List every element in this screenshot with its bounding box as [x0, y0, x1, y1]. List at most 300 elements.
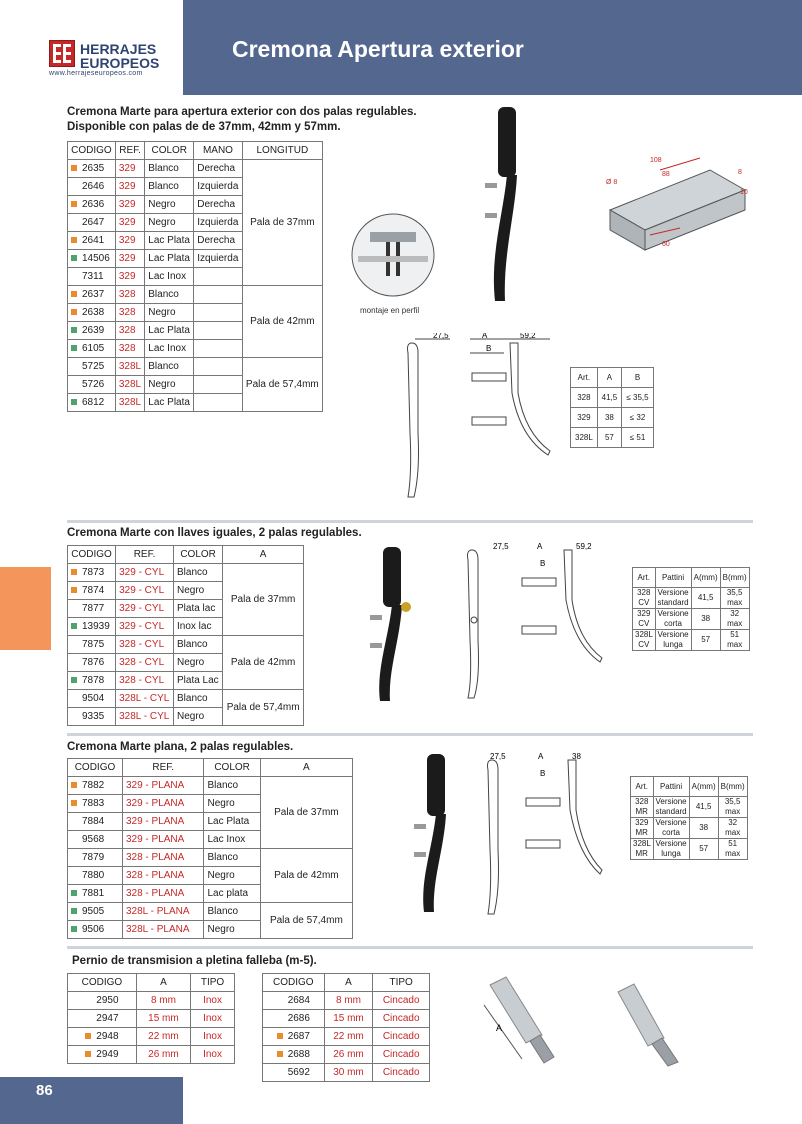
code-cell: [68, 777, 123, 795]
page-title: Cremona Apertura exterior: [232, 36, 524, 62]
color-cell: Blanco: [204, 903, 260, 921]
color-cell: Negro: [204, 795, 260, 813]
code-text: 7880: [82, 870, 105, 881]
color-cell: Negro: [173, 708, 222, 726]
color-cell: Lac Inox: [145, 340, 194, 358]
color-swatch-icon: [71, 587, 77, 593]
col-header: A: [260, 759, 352, 777]
header-row: [68, 974, 235, 992]
logo-text-1: HERRAJES: [80, 41, 157, 57]
a-cell: 26 mm: [324, 1046, 373, 1064]
col-header: CODIGO: [68, 974, 137, 992]
spec-cell: 328L: [571, 428, 598, 448]
code-text: 2639: [82, 325, 105, 336]
tipo-cell: Inox: [191, 992, 235, 1010]
separator-1: [67, 520, 753, 523]
dim-88: 88: [662, 171, 670, 178]
code-text: 9505: [82, 906, 105, 917]
dim-108: 108: [650, 157, 662, 164]
mano-cell: [194, 304, 242, 322]
profile-drawing: [600, 150, 750, 260]
code-cell: [68, 340, 116, 358]
handle-photo-2: [368, 545, 423, 705]
ref-cell: 328: [115, 286, 144, 304]
code-cell: [68, 286, 116, 304]
s3-title: Cremona Marte plana, 2 palas regulables.: [67, 741, 294, 753]
spec-cell: ≤ 32: [622, 408, 654, 428]
code-cell: [68, 196, 116, 214]
color-cell: Blanco: [204, 777, 260, 795]
tipo-cell: Cincado: [373, 1010, 430, 1028]
color-swatch-icon: [85, 1051, 91, 1057]
color-swatch-icon: [71, 836, 77, 842]
ref-cell: 328L - PLANA: [122, 921, 204, 939]
code-text: 5726: [82, 379, 105, 390]
table-row: [68, 1010, 235, 1028]
color-swatch-icon: [85, 997, 91, 1003]
col-header: COLOR: [204, 759, 260, 777]
color-swatch-icon: [71, 309, 77, 315]
spec-cell: 38: [597, 408, 621, 428]
ref-cell: 328 - PLANA: [122, 849, 204, 867]
spec-cell: Versione standard: [653, 797, 689, 818]
code-text: 7884: [82, 816, 105, 827]
spec-cell: Versione lunga: [653, 839, 689, 860]
ref-cell: 328 - CYL: [116, 672, 174, 690]
dim-592: 59,2: [520, 333, 536, 340]
code-text: 2646: [82, 181, 105, 192]
table-row: [68, 992, 235, 1010]
mano-cell: [194, 286, 242, 304]
code-text: 7877: [82, 603, 105, 614]
spec-cell: 51 max: [718, 839, 747, 860]
spec-cell: 57: [691, 630, 720, 651]
s1-title-2: Disponible con palas de de 37mm, 42mm y 57mm.: [67, 121, 341, 133]
color-cell: Lac Plata: [204, 813, 260, 831]
logo-mark: [49, 40, 75, 67]
code-cell: [68, 1046, 137, 1064]
table-row: [68, 690, 304, 708]
code-cell: [68, 600, 116, 618]
color-swatch-icon: [71, 273, 77, 279]
code-cell: [68, 322, 116, 340]
ref-cell: 329 - PLANA: [122, 777, 204, 795]
header-row: [263, 974, 430, 992]
mano-cell: [194, 268, 242, 286]
col-header: REF.: [122, 759, 204, 777]
code-cell: [68, 867, 123, 885]
color-swatch-icon: [71, 818, 77, 824]
pin-photo-1: [480, 975, 560, 1065]
mano-cell: [194, 322, 242, 340]
ref-cell: 328: [115, 322, 144, 340]
spec-cell: 57: [597, 428, 621, 448]
color-swatch-icon: [85, 1033, 91, 1039]
code-cell: [68, 795, 123, 813]
ref-cell: 329: [115, 160, 144, 178]
ref-cell: 329: [115, 268, 144, 286]
table-row: [68, 1028, 235, 1046]
tipo-cell: Cincado: [373, 992, 430, 1010]
a-cell: 8 mm: [324, 992, 373, 1010]
col-header: CODIGO: [68, 142, 116, 160]
code-cell: [68, 831, 123, 849]
col-header: COLOR: [145, 142, 194, 160]
group-cell: Pala de 57,4mm: [242, 358, 322, 412]
col-header: Art.: [631, 777, 654, 797]
code-text: 7882: [82, 780, 105, 791]
s3-table: [67, 758, 353, 939]
ref-cell: 329: [115, 178, 144, 196]
ref-cell: 329 - PLANA: [122, 795, 204, 813]
spec-cell: 35,5 max: [720, 588, 749, 609]
ref-cell: 328: [115, 340, 144, 358]
code-cell: [68, 885, 123, 903]
mano-cell: Derecha: [194, 160, 242, 178]
color-swatch-icon: [277, 1069, 283, 1075]
col-header: A: [136, 974, 190, 992]
table-row: [68, 903, 353, 921]
col-header: A: [324, 974, 373, 992]
side-tab: [0, 567, 51, 650]
a-cell: 22 mm: [324, 1028, 373, 1046]
code-text: 7873: [82, 567, 105, 578]
code-cell: [263, 1010, 325, 1028]
ref-cell: 329 - CYL: [116, 618, 174, 636]
color-swatch-icon: [277, 1051, 283, 1057]
code-cell: [68, 636, 116, 654]
color-cell: Negro: [145, 376, 194, 394]
color-cell: Negro: [145, 304, 194, 322]
code-text: 9506: [82, 924, 105, 935]
code-cell: [68, 672, 116, 690]
table-row: [263, 1010, 430, 1028]
spec-cell: 328 MR: [631, 797, 654, 818]
s4-title: Pernio de transmision a pletina falleba (m-5).: [72, 955, 317, 967]
header-row: [68, 759, 353, 777]
code-cell: [68, 160, 116, 178]
a-cell: 15 mm: [324, 1010, 373, 1028]
ref-cell: 329 - CYL: [116, 600, 174, 618]
code-text: 9568: [82, 834, 105, 845]
group-cell: Pala de 37mm: [242, 160, 322, 286]
code-cell: [263, 992, 325, 1010]
color-swatch-icon: [71, 713, 77, 719]
spec-cell: 328L MR: [631, 839, 654, 860]
spec-cell: 41,5: [691, 588, 720, 609]
table-row: [68, 160, 323, 178]
code-text: 13939: [82, 621, 110, 632]
spec-cell: 329 CV: [633, 609, 656, 630]
tech-drawing-2: [460, 540, 620, 702]
spec-cell: 329: [571, 408, 598, 428]
spec-cell: Versione lunga: [655, 630, 691, 651]
code-cell: [68, 178, 116, 196]
color-swatch-icon: [71, 782, 77, 788]
s1-title-1: Cremona Marte para apertura exterior con dos palas regulables.: [67, 106, 417, 118]
color-swatch-icon: [85, 1015, 91, 1021]
color-swatch-icon: [71, 872, 77, 878]
color-cell: Negro: [204, 867, 260, 885]
code-cell: [68, 921, 123, 939]
color-swatch-icon: [71, 201, 77, 207]
spec-cell: Versione standard: [655, 588, 691, 609]
a-cell: 8 mm: [136, 992, 190, 1010]
header-row: [68, 546, 304, 564]
a-cell: 26 mm: [136, 1046, 190, 1064]
tipo-cell: Cincado: [373, 1028, 430, 1046]
color-swatch-icon: [71, 381, 77, 387]
code-cell: [68, 1010, 137, 1028]
s1-spec-table: [570, 367, 654, 448]
code-text: 14506: [82, 253, 110, 264]
color-swatch-icon: [71, 237, 77, 243]
code-text: 2647: [82, 217, 105, 228]
code-cell: [68, 618, 116, 636]
header-row: [633, 568, 750, 588]
spec-cell: 41,5: [689, 797, 718, 818]
spec-row: [633, 609, 750, 630]
code-cell: [263, 1046, 325, 1064]
code-text: 7881: [82, 888, 105, 899]
color-cell: Plata Lac: [173, 672, 222, 690]
code-text: 2687: [287, 1031, 310, 1042]
col-header: A(mm): [689, 777, 718, 797]
code-text: 9335: [82, 711, 105, 722]
color-swatch-icon: [71, 345, 77, 351]
code-text: 5725: [82, 361, 105, 372]
code-cell: [68, 214, 116, 232]
code-text: 6105: [82, 343, 105, 354]
color-cell: Lac Plata: [145, 322, 194, 340]
ref-cell: 329: [115, 214, 144, 232]
s4-table-left: [67, 973, 235, 1064]
col-header: Pattini: [655, 568, 691, 588]
color-cell: Blanco: [145, 286, 194, 304]
table-row: [263, 1064, 430, 1082]
code-cell: [68, 1028, 137, 1046]
separator-2: [67, 733, 753, 736]
pin-photo-2: [612, 982, 687, 1067]
code-text: 9504: [82, 693, 105, 704]
code-cell: [263, 1028, 325, 1046]
dim-275: 27,5: [490, 752, 506, 761]
color-cell: Lac Plata: [145, 232, 194, 250]
color-swatch-icon: [71, 327, 77, 333]
color-cell: Blanco: [204, 849, 260, 867]
page-number: 86: [36, 1082, 53, 1099]
header-row: [68, 142, 323, 160]
spec-cell: 38: [689, 818, 718, 839]
spec-cell: Versione corta: [655, 609, 691, 630]
color-cell: Negro: [173, 654, 222, 672]
color-swatch-icon: [277, 1015, 283, 1021]
color-cell: Negro: [145, 196, 194, 214]
code-text: 2688: [287, 1049, 310, 1060]
color-swatch-icon: [71, 677, 77, 683]
ref-cell: 328L - PLANA: [122, 903, 204, 921]
ref-cell: 329 - CYL: [116, 564, 174, 582]
tipo-cell: Inox: [191, 1046, 235, 1064]
s2-spec-table: [632, 567, 750, 651]
ref-cell: 329 - PLANA: [122, 813, 204, 831]
code-cell: [68, 250, 116, 268]
code-text: 2637: [82, 289, 105, 300]
table-row: [68, 286, 323, 304]
tipo-cell: Inox: [191, 1028, 235, 1046]
ref-cell: 328 - CYL: [116, 636, 174, 654]
header-row: [571, 368, 654, 388]
dim-b: B: [486, 344, 492, 353]
code-cell: [68, 376, 116, 394]
color-swatch-icon: [71, 623, 77, 629]
ref-cell: 328L - CYL: [116, 690, 174, 708]
code-cell: [68, 232, 116, 250]
color-swatch-icon: [71, 659, 77, 665]
page-number-box: [0, 1077, 183, 1124]
spec-cell: 328 CV: [633, 588, 656, 609]
code-text: 7311: [82, 271, 104, 282]
handle-photo-1: [485, 105, 530, 305]
spec-cell: ≤ 35,5: [622, 388, 654, 408]
a-cell: 30 mm: [324, 1064, 373, 1082]
col-header: CODIGO: [68, 546, 116, 564]
dim-a: A: [482, 333, 488, 340]
table-row: [68, 564, 304, 582]
code-text: 5692: [287, 1067, 310, 1078]
ref-cell: 329: [115, 196, 144, 214]
dim-275: 27,5: [493, 542, 509, 551]
mano-cell: [194, 394, 242, 412]
spec-cell: 329 MR: [631, 818, 654, 839]
code-text: 7878: [82, 675, 105, 686]
code-cell: [68, 708, 116, 726]
dim-38: 38: [572, 752, 581, 761]
ref-cell: 328L: [115, 376, 144, 394]
col-header: LONGITUD: [242, 142, 322, 160]
table-row: [68, 849, 353, 867]
color-cell: Plata lac: [173, 600, 222, 618]
color-cell: Lac Inox: [204, 831, 260, 849]
s2-table: [67, 545, 304, 726]
ref-cell: 329 - PLANA: [122, 831, 204, 849]
mano-cell: Derecha: [194, 232, 242, 250]
dim-a: A: [538, 752, 544, 761]
s4-table-right: [262, 973, 430, 1082]
group-cell: Pala de 37mm: [260, 777, 352, 849]
spec-row: [633, 588, 750, 609]
code-text: 2636: [82, 199, 105, 210]
col-header: B(mm): [718, 777, 747, 797]
color-swatch-icon: [71, 183, 77, 189]
color-swatch-icon: [71, 695, 77, 701]
code-cell: [68, 268, 116, 286]
color-cell: Blanco: [145, 178, 194, 196]
separator-3: [67, 946, 753, 949]
code-cell: [68, 654, 116, 672]
code-text: 2950: [96, 995, 119, 1006]
color-swatch-icon: [71, 926, 77, 932]
tech-drawing-1: [400, 333, 560, 501]
color-cell: Negro: [173, 582, 222, 600]
ref-cell: 328L: [115, 358, 144, 376]
spec-cell: 32 max: [720, 609, 749, 630]
code-text: 2635: [82, 163, 105, 174]
spec-row: [633, 630, 750, 651]
montaje-label: montaje en perfil: [360, 306, 420, 315]
dim-275: 27,5: [433, 333, 449, 340]
group-cell: Pala de 42mm: [223, 636, 304, 690]
pin-a-label: A: [496, 1023, 503, 1033]
mano-cell: Derecha: [194, 196, 242, 214]
spec-cell: 328L CV: [633, 630, 656, 651]
mano-cell: [194, 376, 242, 394]
group-cell: Pala de 42mm: [260, 849, 352, 903]
color-swatch-icon: [71, 569, 77, 575]
s3-spec-table: [630, 776, 748, 860]
dim-a: A: [537, 542, 543, 551]
col-header: Art.: [633, 568, 656, 588]
color-swatch-icon: [71, 890, 77, 896]
code-cell: [68, 992, 137, 1010]
group-cell: Pala de 57,4mm: [223, 690, 304, 726]
spec-row: [631, 839, 748, 860]
color-swatch-icon: [277, 1033, 283, 1039]
color-cell: Inox lac: [173, 618, 222, 636]
col-header: CODIGO: [263, 974, 325, 992]
spec-cell: 38: [691, 609, 720, 630]
ref-cell: 328: [115, 304, 144, 322]
color-swatch-icon: [71, 165, 77, 171]
color-swatch-icon: [71, 854, 77, 860]
col-header: CODIGO: [68, 759, 123, 777]
code-text: 2684: [287, 995, 310, 1006]
spec-cell: ≤ 51: [622, 428, 654, 448]
code-text: 2641: [82, 235, 105, 246]
tipo-cell: Cincado: [373, 1046, 430, 1064]
col-header: TIPO: [191, 974, 235, 992]
montaje-circle: [350, 212, 436, 298]
mano-cell: [194, 340, 242, 358]
col-header: MANO: [194, 142, 242, 160]
ref-cell: 328 - PLANA: [122, 885, 204, 903]
color-cell: Lac Inox: [145, 268, 194, 286]
color-cell: Blanco: [173, 564, 222, 582]
color-cell: Blanco: [145, 358, 194, 376]
code-text: 2948: [96, 1031, 119, 1042]
color-swatch-icon: [71, 219, 77, 225]
spec-cell: 32 max: [718, 818, 747, 839]
spec-cell: 51 max: [720, 630, 749, 651]
tipo-cell: Inox: [191, 1010, 235, 1028]
col-header: B(mm): [720, 568, 749, 588]
color-cell: Lac plata: [204, 885, 260, 903]
code-text: 2638: [82, 307, 105, 318]
color-cell: Lac Plata: [145, 394, 194, 412]
code-text: 2947: [96, 1013, 119, 1024]
color-swatch-icon: [71, 291, 77, 297]
ref-cell: 328L: [115, 394, 144, 412]
table-row: [263, 1028, 430, 1046]
col-header: A(mm): [691, 568, 720, 588]
color-cell: Negro: [145, 214, 194, 232]
code-text: 7879: [82, 852, 105, 863]
table-row: [68, 636, 304, 654]
table-row: [68, 777, 353, 795]
mano-cell: Izquierda: [194, 250, 242, 268]
code-cell: [68, 582, 116, 600]
a-cell: 22 mm: [136, 1028, 190, 1046]
